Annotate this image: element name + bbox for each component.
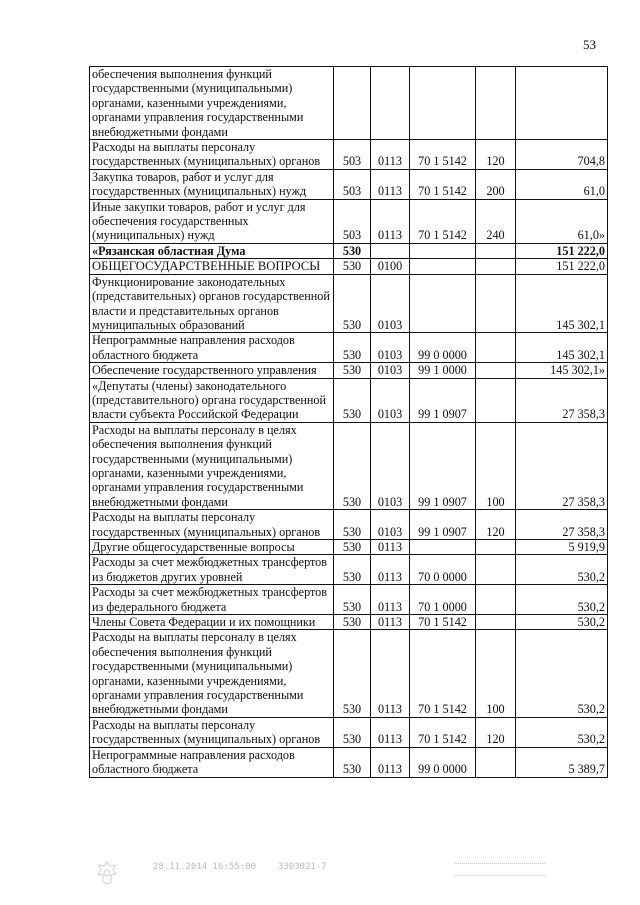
stamp-note-illegible: [455, 860, 545, 884]
stamp-id: 3303021-7: [278, 862, 327, 872]
cell-ved: 530: [334, 540, 371, 555]
cell-csr: 70 1 5142: [410, 615, 476, 630]
cell-csr: 99 1 0907: [410, 378, 476, 422]
cell-vr: [476, 540, 516, 555]
cell-name: Непрограммные направления расходов областного бюджета: [90, 333, 334, 363]
cell-rz: 0103: [371, 422, 410, 509]
table-row: [90, 555, 608, 585]
cell-sum: 27 358,3: [516, 510, 608, 540]
cell-rz: 0113: [371, 747, 410, 777]
table-row: [90, 615, 608, 630]
cell-vr: 100: [476, 630, 516, 717]
cell-ved: 530: [334, 585, 371, 615]
cell-sum: 704,8: [516, 140, 608, 170]
table-row: [90, 274, 608, 333]
coat-of-arms-icon: [95, 860, 119, 886]
cell-csr: 99 0 0000: [410, 333, 476, 363]
cell-rz: 0113: [371, 540, 410, 555]
stamp-date: 28.11.2014 16:55:00: [153, 862, 256, 872]
cell-vr: 200: [476, 169, 516, 199]
footer-stamp: [95, 860, 615, 888]
cell-rz: [371, 243, 410, 258]
cell-name: Расходы на выплаты персоналу в целях обеспечения выполнения функций государственными (муниципальными) органами, казенными учреждениями, органами управления государственными внебюджетными фондами: [90, 630, 334, 717]
cell-name: Расходы на выплаты персоналу государственных (муниципальных) органов: [90, 717, 334, 747]
cell-name: «Депутаты (члены) законодательного (представительного) органа государственной власти субъекта Российской Федерации: [90, 378, 334, 422]
cell-csr: [410, 243, 476, 258]
cell-name: Другие общегосударственные вопросы: [90, 540, 334, 555]
cell-rz: 0113: [371, 169, 410, 199]
cell-ved: 530: [334, 717, 371, 747]
cell-rz: 0103: [371, 378, 410, 422]
cell-csr: 70 1 5142: [410, 140, 476, 170]
cell-rz: 0113: [371, 585, 410, 615]
cell-csr: 70 1 5142: [410, 717, 476, 747]
cell-rz: 0100: [371, 259, 410, 274]
cell-ved: 530: [334, 510, 371, 540]
cell-rz: 0113: [371, 615, 410, 630]
cell-vr: [476, 615, 516, 630]
cell-name: Функционирование законодательных (представительных) органов государственной власти и представительных органов муниципальных образований: [90, 274, 334, 333]
cell-sum: 5 389,7: [516, 747, 608, 777]
cell-name: «Рязанская областная Дума: [90, 243, 334, 258]
cell-vr: 100: [476, 422, 516, 509]
cell-name: Непрограммные направления расходов областного бюджета: [90, 747, 334, 777]
cell-vr: [476, 555, 516, 585]
table-row: [90, 630, 608, 717]
cell-sum: 145 302,1: [516, 333, 608, 363]
cell-sum: 530,2: [516, 615, 608, 630]
cell-csr: 70 1 0000: [410, 585, 476, 615]
cell-rz: 0113: [371, 717, 410, 747]
cell-rz: 0113: [371, 199, 410, 243]
cell-sum: 27 358,3: [516, 422, 608, 509]
cell-sum: 61,0»: [516, 199, 608, 243]
cell-ved: 530: [334, 333, 371, 363]
cell-sum: 145 302,1»: [516, 363, 608, 378]
cell-rz: 0113: [371, 630, 410, 717]
cell-csr: 70 1 5142: [410, 169, 476, 199]
cell-rz: 0113: [371, 140, 410, 170]
table-row: [90, 378, 608, 422]
cell-ved: 530: [334, 274, 371, 333]
cell-ved: 503: [334, 169, 371, 199]
table-row: [90, 510, 608, 540]
cell-sum: 530,2: [516, 717, 608, 747]
cell-ved: 530: [334, 378, 371, 422]
cell-csr: [410, 67, 476, 140]
cell-ved: 530: [334, 630, 371, 717]
cell-name: обеспечения выполнения функций государственными (муниципальными) органами, казенными учреждениями, органами управления государственными внебюджетными фондами: [90, 67, 334, 140]
cell-csr: 99 1 0907: [410, 422, 476, 509]
table-row: [90, 363, 608, 378]
cell-vr: 120: [476, 510, 516, 540]
cell-csr: 99 1 0907: [410, 510, 476, 540]
cell-vr: [476, 333, 516, 363]
cell-name: Расходы за счет межбюджетных трансфертов из федерального бюджета: [90, 585, 334, 615]
cell-csr: 70 1 5142: [410, 199, 476, 243]
cell-name: Расходы на выплаты персоналу государственных (муниципальных) органов: [90, 510, 334, 540]
cell-vr: [476, 747, 516, 777]
cell-ved: 503: [334, 140, 371, 170]
table-row: [90, 243, 608, 258]
table-row: [90, 585, 608, 615]
cell-vr: 240: [476, 199, 516, 243]
cell-rz: [371, 67, 410, 140]
cell-ved: 530: [334, 243, 371, 258]
cell-name: Обеспечение государственного управления: [90, 363, 334, 378]
budget-table: [89, 66, 608, 778]
cell-name: Расходы на выплаты персоналу в целях обеспечения выполнения функций государственными (муниципальными) органами, казенными учреждениями, органами управления государственными внебюджетными фондами: [90, 422, 334, 509]
cell-vr: 120: [476, 717, 516, 747]
cell-ved: 530: [334, 555, 371, 585]
table-row: [90, 140, 608, 170]
cell-vr: 120: [476, 140, 516, 170]
cell-sum: 530,2: [516, 585, 608, 615]
cell-sum: 61,0: [516, 169, 608, 199]
cell-ved: [334, 67, 371, 140]
cell-ved: 530: [334, 422, 371, 509]
cell-vr: [476, 67, 516, 140]
cell-vr: [476, 274, 516, 333]
cell-name: Иные закупки товаров, работ и услуг для обеспечения государственных (муниципальных) нужд: [90, 199, 334, 243]
cell-vr: [476, 259, 516, 274]
cell-rz: 0103: [371, 510, 410, 540]
table-row: [90, 717, 608, 747]
cell-vr: [476, 243, 516, 258]
cell-rz: 0103: [371, 333, 410, 363]
cell-sum: 530,2: [516, 630, 608, 717]
cell-rz: 0113: [371, 555, 410, 585]
cell-sum: 151 222,0: [516, 243, 608, 258]
cell-sum: 27 358,3: [516, 378, 608, 422]
cell-name: ОБЩЕГОСУДАРСТВЕННЫЕ ВОПРОСЫ: [90, 259, 334, 274]
table-row: [90, 333, 608, 363]
cell-name: Расходы на выплаты персоналу государственных (муниципальных) органов: [90, 140, 334, 170]
cell-sum: [516, 67, 608, 140]
cell-vr: [476, 363, 516, 378]
cell-name: Члены Совета Федерации и их помощники: [90, 615, 334, 630]
table-row: [90, 422, 608, 509]
cell-csr: 70 1 5142: [410, 630, 476, 717]
cell-ved: 530: [334, 747, 371, 777]
cell-ved: 530: [334, 363, 371, 378]
table-row: [90, 67, 608, 140]
cell-vr: [476, 378, 516, 422]
cell-csr: 99 1 0000: [410, 363, 476, 378]
cell-csr: 70 0 0000: [410, 555, 476, 585]
cell-csr: [410, 274, 476, 333]
cell-csr: 99 0 0000: [410, 747, 476, 777]
table-row: [90, 540, 608, 555]
cell-ved: 530: [334, 259, 371, 274]
table-row: [90, 199, 608, 243]
cell-sum: 145 302,1: [516, 274, 608, 333]
cell-sum: 5 919,9: [516, 540, 608, 555]
cell-sum: 530,2: [516, 555, 608, 585]
cell-csr: [410, 259, 476, 274]
cell-name: Закупка товаров, работ и услуг для государственных (муниципальных) нужд: [90, 169, 334, 199]
cell-sum: 151 222,0: [516, 259, 608, 274]
cell-ved: 530: [334, 615, 371, 630]
cell-rz: 0103: [371, 363, 410, 378]
cell-name: Расходы за счет межбюджетных трансфертов из бюджетов других уровней: [90, 555, 334, 585]
cell-vr: [476, 585, 516, 615]
table-row: [90, 259, 608, 274]
cell-csr: [410, 540, 476, 555]
table-row: [90, 169, 608, 199]
cell-rz: 0103: [371, 274, 410, 333]
page-number: 53: [583, 37, 596, 52]
table-row: [90, 747, 608, 777]
cell-ved: 503: [334, 199, 371, 243]
